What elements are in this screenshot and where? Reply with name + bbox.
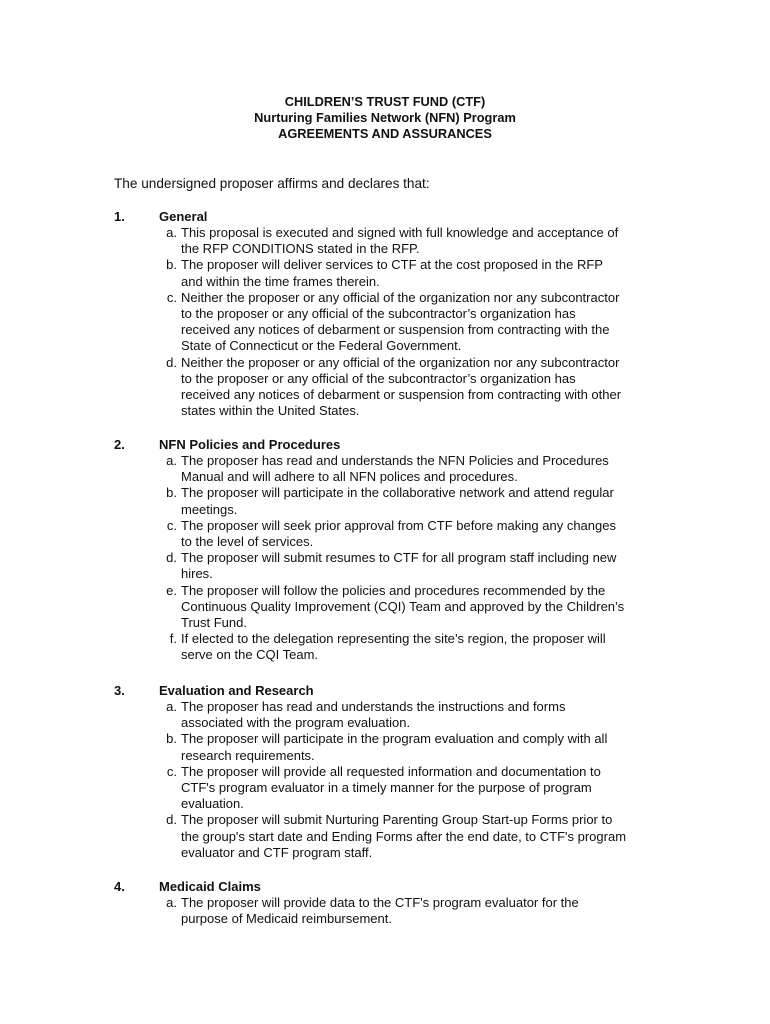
- item-text-line: The proposer will participate in the program evaluation and comply with all: [181, 731, 608, 747]
- item-letter: f.: [169, 631, 177, 647]
- list-item: [159, 812, 674, 861]
- item-text-line: Trust Fund.: [181, 615, 247, 631]
- item-text-line: The proposer has read and understands the NFN Policies and Procedures: [181, 453, 609, 468]
- section-title: Medicaid Claims: [159, 879, 261, 894]
- list-item: [159, 583, 674, 632]
- section-number: 4.: [114, 879, 125, 894]
- item-text-line: the RFP CONDITIONS stated in the RFP.: [181, 241, 420, 257]
- item-text-line: Continuous Quality Improvement (CQI) Team and approved by the Children’s: [181, 598, 625, 614]
- item-text-line: research requirements.: [181, 747, 315, 763]
- list-item: [159, 290, 674, 355]
- item-text-line: The proposer will participate in the collaborative network and attend regular: [181, 485, 614, 501]
- item-letter: b.: [166, 485, 177, 501]
- section-items: [159, 453, 674, 664]
- item-text-line: the group's start date and Ending Forms after the end date, to CTF's program: [181, 828, 627, 844]
- item-text-line: evaluator and CTF program staff.: [181, 844, 373, 860]
- item-text-line: The proposer will follow the policies and procedures recommended by the: [181, 582, 606, 598]
- item-text-line: The proposer will provide data to the CTF's program evaluator for the: [181, 895, 579, 910]
- item-text-line: states within the United States.: [181, 403, 360, 419]
- item-letter: c.: [166, 289, 177, 305]
- title-line-agreements: AGREEMENTS AND ASSURANCES: [278, 126, 492, 141]
- item-text-line: associated with the program evaluation.: [181, 715, 411, 731]
- section-items: [159, 895, 674, 927]
- item-text-line: purpose of Medicaid reimbursement.: [181, 911, 392, 927]
- item-text-line: evaluation.: [181, 796, 244, 812]
- section-title: Evaluation and Research: [159, 683, 314, 698]
- item-text-line: received any notices of debarment or suspension from contracting with other: [181, 387, 622, 403]
- intro-statement: The undersigned proposer affirms and declares that:: [114, 176, 430, 191]
- document-header: [0, 94, 770, 142]
- item-letter: c.: [166, 517, 177, 533]
- item-letter: d.: [166, 354, 177, 370]
- item-text-line: and within the time frames therein.: [181, 273, 380, 289]
- item-letter: a.: [166, 895, 177, 910]
- item-text-line: State of Connecticut or the Federal Government.: [181, 338, 462, 354]
- item-text-line: Neither the proposer or any official of the organization nor any subcontractor: [181, 354, 620, 370]
- item-text-line: The proposer has read and understands the instructions and forms: [181, 699, 566, 714]
- item-text-line: CTF's program evaluator in a timely manner for the purpose of program: [181, 780, 592, 796]
- item-letter: e.: [166, 582, 177, 598]
- item-text-line: Neither the proposer or any official of the organization nor any subcontractor: [181, 289, 620, 305]
- section-title: General: [159, 209, 208, 224]
- item-text-line: The proposer will deliver services to CTF at the cost proposed in the RFP: [181, 257, 603, 273]
- list-item: [159, 631, 674, 663]
- item-text-line: to the proposer or any official of the subcontractor’s organization has: [181, 370, 576, 386]
- item-letter: a.: [166, 453, 177, 468]
- list-item: [159, 355, 674, 420]
- item-letter: b.: [166, 731, 177, 747]
- item-text-line: serve on the CQI Team.: [181, 647, 319, 663]
- list-item: [159, 895, 674, 927]
- list-item: [159, 764, 674, 813]
- item-letter: d.: [166, 550, 177, 566]
- list-item: [159, 518, 674, 550]
- item-text-line: Manual and will adhere to all NFN polices and procedures.: [181, 469, 518, 485]
- item-text-line: If elected to the delegation representing the site’s region, the proposer will: [181, 631, 606, 647]
- item-text-line: The proposer will provide all requested information and documentation to: [181, 763, 601, 779]
- section-number: 3.: [114, 683, 125, 698]
- title-line-program-fund: CHILDREN’S TRUST FUND (CTF): [284, 94, 486, 109]
- title-line-program-name: Nurturing Families Network (NFN) Program: [254, 110, 516, 125]
- item-text-line: This proposal is executed and signed with full knowledge and acceptance of: [181, 225, 619, 240]
- list-item: [159, 550, 674, 582]
- item-letter: a.: [166, 225, 177, 240]
- list-item: [159, 485, 674, 517]
- item-letter: b.: [166, 257, 177, 273]
- list-item: [159, 225, 674, 257]
- item-letter: c.: [166, 763, 177, 779]
- item-text-line: The proposer will seek prior approval from CTF before making any changes: [181, 517, 616, 533]
- section-title: NFN Policies and Procedures: [159, 437, 341, 452]
- item-text-line: to the level of services.: [181, 534, 314, 550]
- item-text-line: The proposer will submit Nurturing Parenting Group Start-up Forms prior to: [181, 812, 613, 828]
- section-number: 2.: [114, 437, 125, 452]
- item-text-line: hires.: [181, 566, 213, 582]
- list-item: [159, 453, 674, 485]
- section-number: 1.: [114, 209, 125, 224]
- item-text-line: to the proposer or any official of the subcontractor’s organization has: [181, 306, 576, 322]
- item-letter: d.: [166, 812, 177, 828]
- section-items: [159, 699, 674, 861]
- list-item: [159, 699, 674, 731]
- list-item: [159, 731, 674, 763]
- section-items: [159, 225, 674, 419]
- item-letter: a.: [166, 699, 177, 714]
- item-text-line: received any notices of debarment or suspension from contracting with the: [181, 322, 610, 338]
- list-item: [159, 257, 674, 289]
- item-text-line: The proposer will submit resumes to CTF for all program staff including new: [181, 550, 617, 566]
- item-text-line: meetings.: [181, 501, 238, 517]
